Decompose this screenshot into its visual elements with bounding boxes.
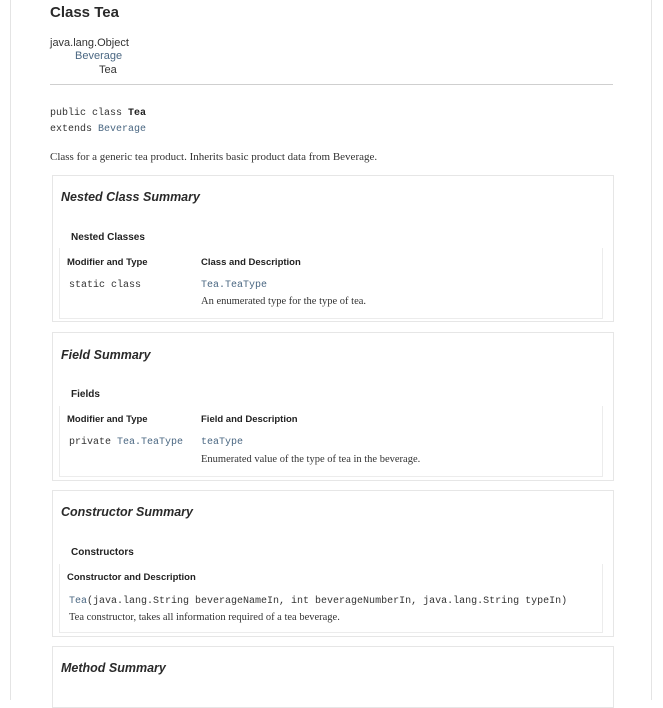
field-summary — [52, 332, 614, 481]
fields-caption: Fields — [71, 389, 100, 400]
constructor-link[interactable]: Tea — [69, 596, 88, 607]
field-name-link[interactable]: teaType — [201, 437, 244, 448]
field-modifier-keyword: private — [69, 437, 118, 448]
page-title: Class Tea — [50, 4, 119, 21]
constructor-signature — [69, 596, 567, 607]
extends-beverage-link[interactable]: Beverage — [98, 124, 147, 135]
method-summary-heading: Method Summary — [61, 661, 166, 675]
header-divider — [50, 84, 613, 85]
page-edge-right — [651, 0, 652, 700]
constructor-summary — [52, 490, 614, 637]
fields-col-field: Field and Description — [201, 414, 298, 425]
nested-class-summary — [52, 175, 614, 322]
nested-col-class: Class and Description — [201, 257, 301, 268]
constructor-params: (java.lang.String beverageNameIn, int beverageNumberIn, java.lang.String typeIn) — [87, 596, 568, 607]
nested-classes-caption: Nested Classes — [71, 232, 145, 243]
nested-modifier: static class — [69, 280, 142, 291]
nested-col-modifier: Modifier and Type — [67, 257, 148, 268]
inheritance-parent-link[interactable]: Beverage — [75, 50, 123, 62]
class-declaration-line2 — [50, 124, 146, 135]
extends-keyword: extends — [50, 124, 99, 135]
declaration-class-name: Tea — [128, 108, 147, 119]
page-edge-left — [10, 0, 11, 700]
inheritance-self: Tea — [99, 64, 117, 76]
declaration-prefix: public class — [50, 108, 129, 119]
field-modifier — [69, 437, 183, 448]
field-summary-heading: Field Summary — [61, 348, 151, 362]
method-summary — [52, 646, 614, 708]
fields-col-modifier: Modifier and Type — [67, 414, 148, 425]
field-type-link[interactable]: Tea.TeaType — [117, 437, 184, 448]
constructor-summary-heading: Constructor Summary — [61, 505, 193, 519]
class-declaration-line1 — [50, 108, 146, 119]
nested-summary-heading: Nested Class Summary — [61, 190, 200, 204]
inheritance-root: java.lang.Object — [50, 37, 129, 49]
class-description: Class for a generic tea product. Inherits basic product data from Beverage. — [50, 151, 378, 163]
nested-class-link[interactable]: Tea.TeaType — [201, 280, 268, 291]
constructors-caption: Constructors — [71, 547, 134, 558]
constructors-col-description: Constructor and Description — [67, 572, 196, 583]
nested-class-description: An enumerated type for the type of tea. — [201, 296, 367, 307]
field-description: Enumerated value of the type of tea in the beverage. — [201, 454, 421, 465]
constructor-description: Tea constructor, takes all information required of a tea beverage. — [69, 612, 340, 623]
